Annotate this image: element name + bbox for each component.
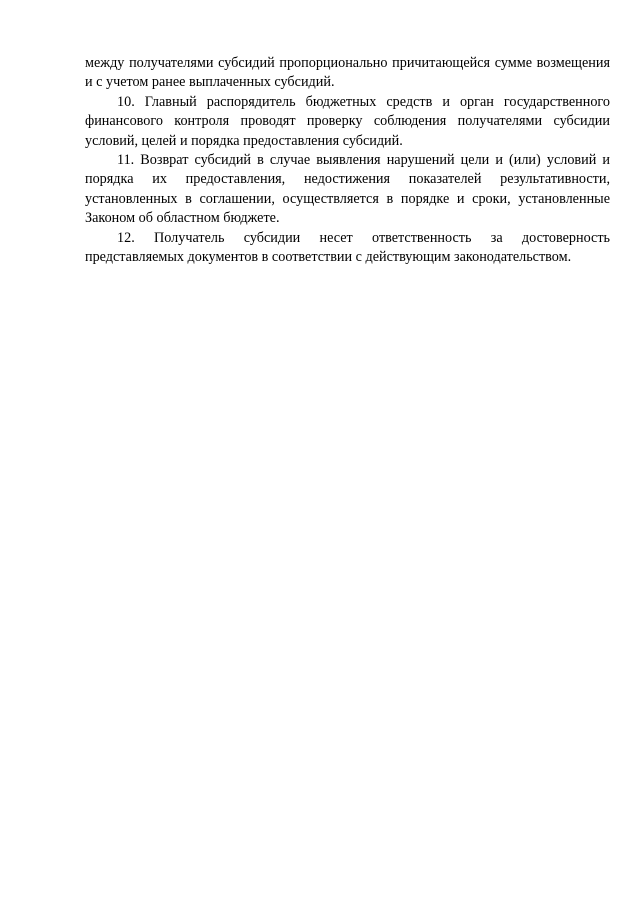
paragraph-item-10: 10. Главный распорядитель бюджетных средств и орган государственного финансового контроля проводят проверку соблюдения получателями субсидии условий, целей и порядка предоставления субсидий. xyxy=(85,93,610,149)
paragraph-continuation: между получателями субсидий пропорционально причитающейся сумме возмещения и с учетом ранее выплаченных субсидий. xyxy=(85,55,610,91)
paragraph-item-11: 11. Возврат субсидий в случае выявления нарушений цели и (или) условий и порядка их предоставления, недостижения показателей результативности, установленных в соглашении, осуществляется в порядке и сроки, установленные Законом об областном бюджете. xyxy=(85,152,610,227)
document-page xyxy=(85,54,610,267)
paragraph-item-12: 12. Получатель субсидии несет ответственность за достоверность представляемых документов в соответствии с действующим законодательством. xyxy=(85,229,610,266)
